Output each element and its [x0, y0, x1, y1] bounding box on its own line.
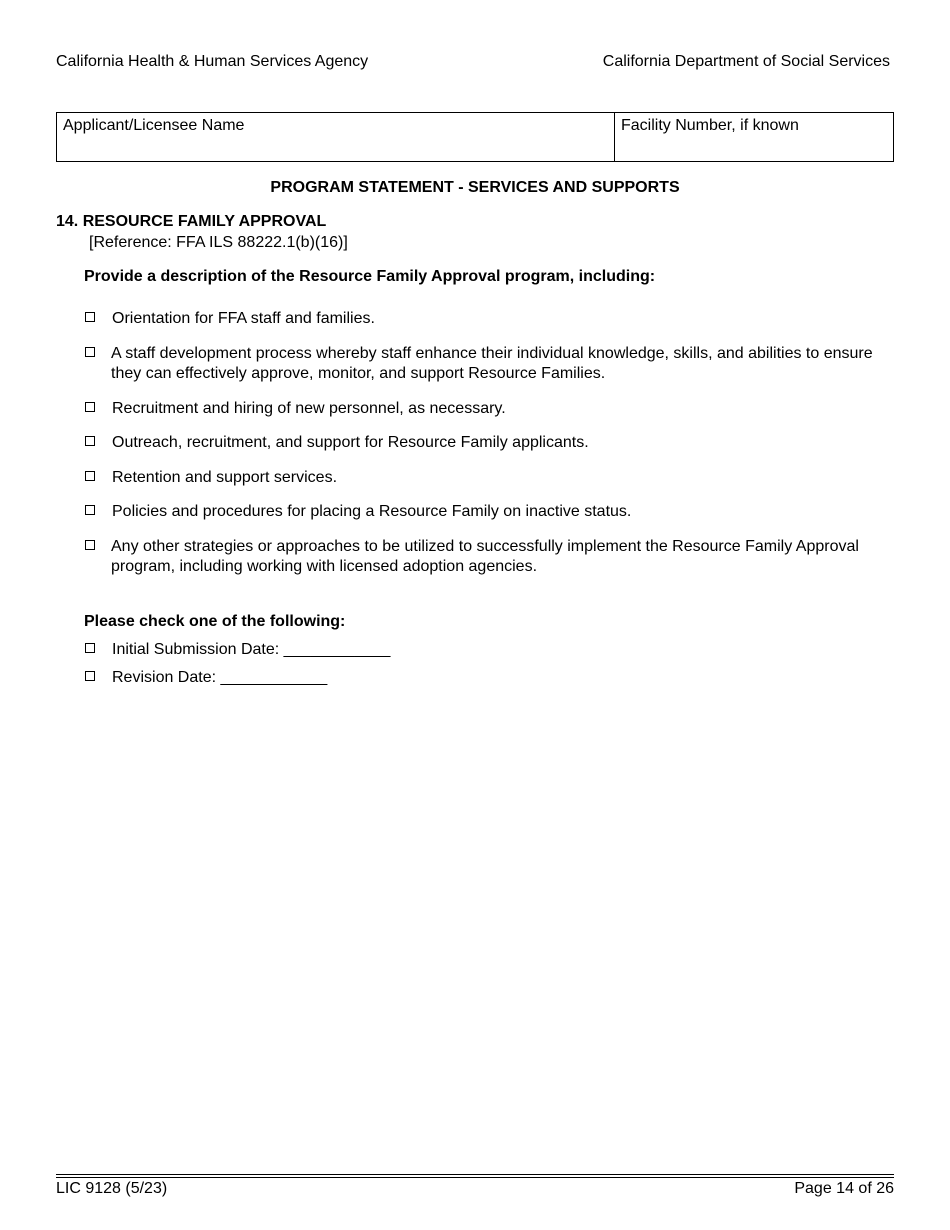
checkbox[interactable] [85, 436, 95, 446]
checklist-item-text: Outreach, recruitment, and support for Resource Family applicants. [112, 434, 589, 451]
form-id: LIC 9128 (5/23) [56, 1180, 168, 1197]
checklist-item [84, 502, 884, 522]
applicant-name-label: Applicant/Licensee Name [63, 117, 245, 134]
checkbox[interactable] [85, 347, 95, 357]
checklist-item [84, 537, 884, 577]
applicant-name-field[interactable] [57, 113, 615, 161]
item-reference: [Reference: FFA ILS 88222.1(b)(16)] [89, 234, 348, 251]
initial-submission-label: Initial Submission Date: ____________ [112, 641, 391, 658]
checklist-item-text: A staff development process whereby staff enhance their individual knowledge, skills, and abilities to ensure they can effectively approve, monitor, and support Resource Families. [111, 345, 873, 382]
checklist-item-text: Retention and support services. [112, 469, 338, 486]
footer-divider [56, 1177, 894, 1178]
checklist-item [84, 468, 884, 488]
initial-submission-checkbox[interactable] [85, 643, 95, 653]
checklist-item-text: Recruitment and hiring of new personnel, as necessary. [112, 400, 506, 417]
checklist-item [84, 309, 884, 329]
item-instruction: Provide a description of the Resource Family Approval program, including: [84, 268, 656, 285]
submission-heading: Please check one of the following: [84, 613, 346, 630]
checkbox[interactable] [85, 505, 95, 515]
applicant-info-table [56, 112, 894, 162]
checklist-item-text: Policies and procedures for placing a Resource Family on inactive status. [112, 503, 632, 520]
checklist-item [84, 433, 884, 453]
checkbox[interactable] [85, 402, 95, 412]
revision-checkbox[interactable] [85, 671, 95, 681]
revision-label: Revision Date: ____________ [112, 669, 328, 686]
checkbox[interactable] [85, 471, 95, 481]
section-heading: PROGRAM STATEMENT - SERVICES AND SUPPORTS [270, 179, 680, 196]
checklist-item [84, 344, 884, 384]
facility-number-label: Facility Number, if known [621, 117, 799, 134]
item-title: 14. RESOURCE FAMILY APPROVAL [56, 213, 327, 230]
revision-option [84, 668, 884, 688]
page-number: Page 14 of 26 [794, 1180, 894, 1197]
checkbox[interactable] [85, 312, 95, 322]
facility-number-field[interactable] [615, 113, 893, 161]
agency-name: California Health & Human Services Agency [56, 53, 369, 70]
initial-submission-option [84, 640, 884, 660]
checklist-item-text: Any other strategies or approaches to be utilized to successfully implement the Resource Family Approval program, including working with licensed adoption agencies. [111, 538, 859, 575]
checkbox[interactable] [85, 540, 95, 550]
checklist-item-text: Orientation for FFA staff and families. [112, 310, 375, 327]
department-name: California Department of Social Services [602, 53, 890, 70]
checklist-item [84, 399, 884, 419]
footer-divider [56, 1174, 894, 1175]
